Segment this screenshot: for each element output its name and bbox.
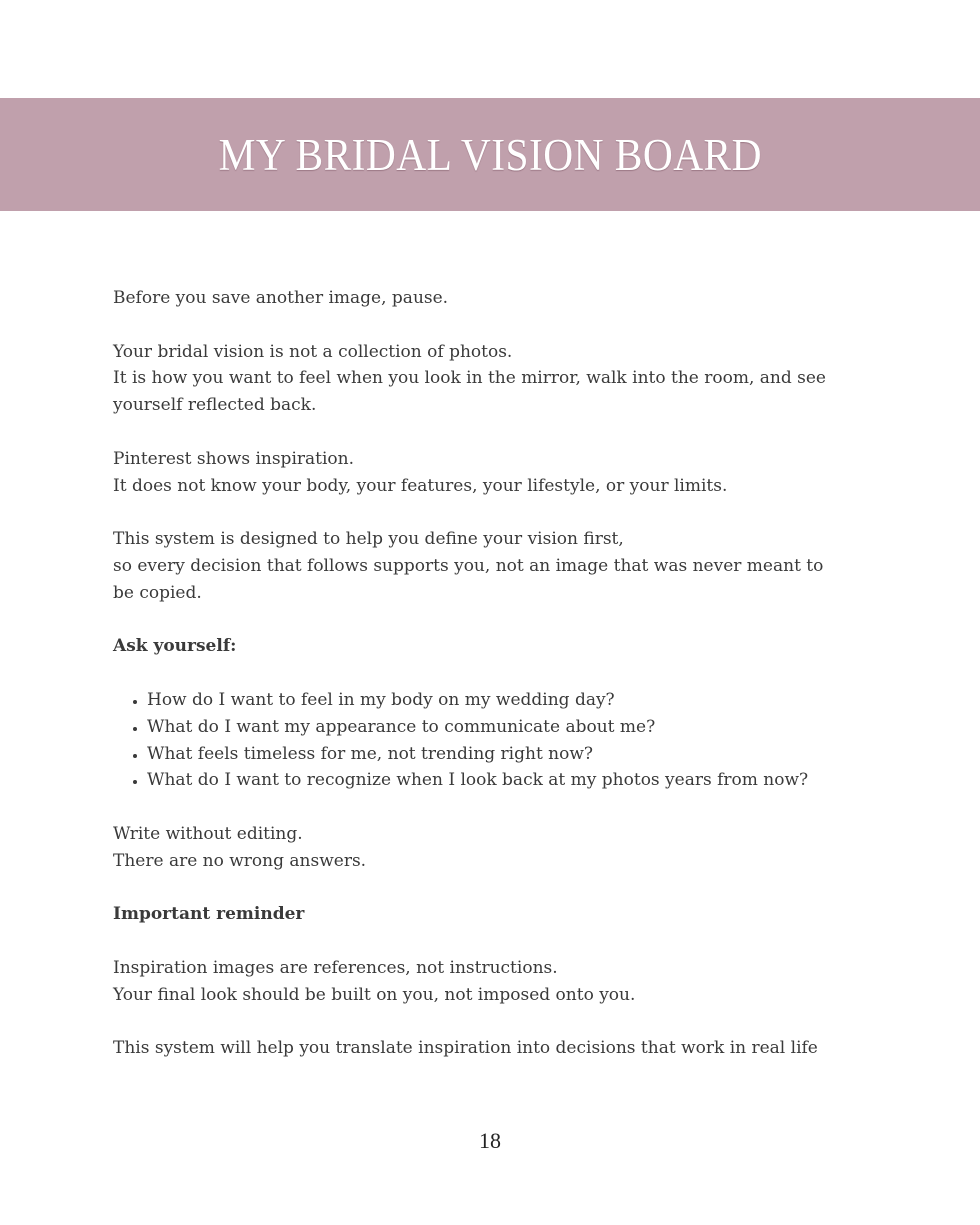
reminder-heading: Important reminder	[113, 904, 305, 925]
ask-heading-paragraph	[113, 633, 893, 660]
pinterest-paragraph	[113, 446, 893, 500]
text-line: There are no wrong answers.	[113, 850, 367, 871]
reminder-heading-paragraph	[113, 901, 893, 928]
list-item: • What do I want my appearance to communicate about me?	[147, 714, 893, 741]
text-line: Your bridal vision is not a collection of photos.	[113, 341, 513, 362]
text-line: It does not know your body, your features, your lifestyle, or your limits.	[113, 475, 728, 496]
text-line: Your final look should be built on you, not imposed onto you.	[113, 984, 636, 1005]
list-item: • How do I want to feel in my body on my wedding day?	[147, 687, 893, 714]
text-line: Write without editing.	[113, 823, 303, 844]
intro-paragraph	[113, 285, 893, 312]
text-line: Before you save another image, pause.	[113, 288, 449, 308]
text-line: This system is designed to help you define your vision first,	[113, 529, 624, 550]
page-number: 18	[479, 1128, 501, 1153]
list-item: • What do I want to recognize when I look back at my photos years from now?	[147, 767, 893, 794]
system-paragraph	[113, 526, 893, 606]
closing-paragraph	[113, 1035, 893, 1062]
text-line: Pinterest shows inspiration.	[113, 448, 354, 469]
text-line: Inspiration images are references, not instructions.	[113, 957, 558, 978]
title-banner	[0, 98, 980, 211]
list-item: • What feels timeless for me, not trending right now?	[147, 741, 893, 768]
text-line: This system will help you translate inspiration into decisions that work in real life	[113, 1038, 818, 1059]
body-content	[113, 285, 893, 1089]
text-line: It is how you want to feel when you look in the mirror, walk into the room, and see	[113, 368, 826, 389]
ask-heading: Ask yourself:	[113, 636, 237, 657]
question-list	[113, 687, 893, 794]
text-line: be copied.	[113, 582, 202, 603]
reminder-paragraph	[113, 955, 893, 1009]
page-title: MY BRIDAL VISION BOARD	[218, 129, 762, 180]
write-paragraph	[113, 821, 893, 875]
vision-paragraph	[113, 339, 893, 419]
text-line: so every decision that follows supports you, not an image that was never meant to	[113, 555, 824, 576]
text-line: yourself reflected back.	[113, 395, 317, 416]
